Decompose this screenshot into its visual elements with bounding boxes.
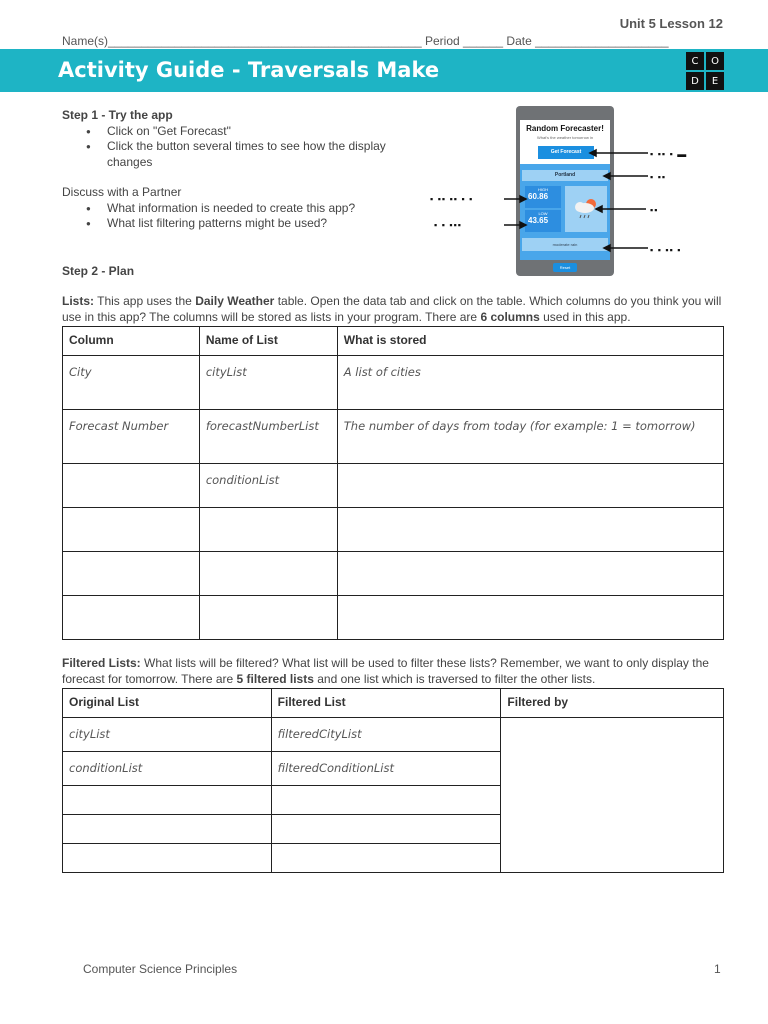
discuss-heading: Discuss with a Partner xyxy=(62,185,182,199)
step1-item: ● Click the button several times to see how the display changes xyxy=(62,139,392,170)
table-row xyxy=(63,464,724,508)
footer-course: Computer Science Principles xyxy=(83,962,238,976)
logo-letter: E xyxy=(706,72,724,90)
filtered-paragraph xyxy=(62,656,724,687)
lists-label: Lists: xyxy=(62,294,95,308)
table-cell[interactable] xyxy=(337,464,723,508)
table-row xyxy=(63,410,724,464)
table-cell[interactable]: filteredConditionList xyxy=(271,752,501,786)
table-cell[interactable]: forecastNumberList xyxy=(199,410,337,464)
name-period-date-line: Name(s)_______________________________________________ Period ______ Date ____________________ xyxy=(62,34,669,48)
lists-text: This app uses the xyxy=(94,294,196,308)
low-label: LOW xyxy=(538,211,548,216)
table-name: Daily Weather xyxy=(195,294,275,308)
low-value: 43.65 xyxy=(528,216,549,225)
lists-text: table. Open the data tab and click on the table. Which columns do you think you will use in this app? The columns will be stored as lists in your program. There are xyxy=(62,294,722,324)
code-logo xyxy=(686,52,724,90)
table-cell[interactable] xyxy=(271,786,501,815)
high-value: 60.86 xyxy=(528,192,549,201)
table-cell[interactable] xyxy=(63,815,272,844)
table-cell[interactable] xyxy=(337,508,723,552)
column-header: Original List xyxy=(63,689,272,718)
step1-list xyxy=(62,124,392,171)
step1-heading: Step 1 - Try the app xyxy=(62,108,173,122)
filtered-by-cell[interactable] xyxy=(501,718,724,873)
table-cell[interactable] xyxy=(337,596,723,640)
column-count: 6 columns xyxy=(480,309,540,324)
filtered-label: Filtered Lists: xyxy=(62,656,141,670)
table-cell[interactable] xyxy=(63,464,200,508)
city-label: Portland xyxy=(522,170,608,181)
footer-page-number: 1 xyxy=(714,962,721,976)
table-cell[interactable]: filteredCityList xyxy=(271,718,501,752)
table-row xyxy=(63,508,724,552)
table-cell[interactable] xyxy=(63,552,200,596)
scribble-mark: ▪ ▪▪ xyxy=(650,172,667,182)
column-header: Filtered List xyxy=(271,689,501,718)
table-row xyxy=(63,596,724,640)
table-cell[interactable]: Forecast Number xyxy=(63,410,200,464)
scribble-mark: ▪ ▪ ▪▪ ▪ xyxy=(650,245,682,255)
table-row xyxy=(63,552,724,596)
column-header: Name of List xyxy=(199,327,337,356)
page-title: Activity Guide - Traversals Make xyxy=(58,58,440,82)
filtered-text: and one list which is traversed to filter the other lists. xyxy=(313,671,596,686)
table-cell[interactable] xyxy=(199,596,337,640)
get-forecast-button: Get Forecast xyxy=(538,146,594,159)
table-row xyxy=(63,356,724,410)
table-cell[interactable] xyxy=(337,552,723,596)
table-cell[interactable]: A list of cities xyxy=(337,356,723,410)
table-cell[interactable] xyxy=(63,596,200,640)
logo-letter: O xyxy=(706,52,724,70)
table-cell[interactable] xyxy=(199,552,337,596)
filtered-text: What lists will be filtered? What list will be used to filter these lists? Remember, we want to only display the forecast for tomorrow. There are xyxy=(62,656,709,686)
step2-heading: Step 2 - Plan xyxy=(62,264,135,278)
table-cell[interactable] xyxy=(271,844,501,873)
discuss-item: ● What list filtering patterns might be used? xyxy=(62,216,392,232)
scribble-mark: ▪ ▪▪ ▪ ▬ xyxy=(650,149,688,159)
logo-letter: C xyxy=(686,52,704,70)
filtered-table xyxy=(62,688,724,873)
lists-paragraph xyxy=(62,294,724,325)
table-cell[interactable] xyxy=(63,844,272,873)
filtered-count: 5 filtered lists xyxy=(236,671,314,686)
table-cell[interactable]: The number of days from today (for example: 1 = tomorrow) xyxy=(337,410,723,464)
table-cell[interactable] xyxy=(271,815,501,844)
scribble-mark: ▪ ▪ ▪▪▪ xyxy=(434,220,462,230)
discuss-item: ● What information is needed to create this app? xyxy=(62,201,392,217)
table-cell[interactable] xyxy=(63,508,200,552)
unit-lesson-label: Unit 5 Lesson 12 xyxy=(619,16,723,31)
column-header: Column xyxy=(63,327,200,356)
app-subtitle: What's the weather tomorrow in xyxy=(536,135,594,140)
lists-text: used in this app. xyxy=(539,309,631,324)
scribble-mark: ▪▪ xyxy=(650,205,659,215)
table-cell[interactable]: City xyxy=(63,356,200,410)
reset-button: Reset xyxy=(553,263,577,272)
high-label: HIGH xyxy=(538,187,548,192)
step1-item: ● Click on "Get Forecast" xyxy=(62,124,392,140)
column-header: What is stored xyxy=(337,327,723,356)
table-cell[interactable]: cityList xyxy=(63,718,272,752)
table-cell[interactable] xyxy=(199,508,337,552)
logo-letter: D xyxy=(686,72,704,90)
scribble-mark: ▪ ▪▪ ▪▪ ▪ ▪ xyxy=(430,194,474,204)
table-cell[interactable]: conditionList xyxy=(199,464,337,508)
columns-table xyxy=(62,326,724,640)
table-cell[interactable]: conditionList xyxy=(63,752,272,786)
table-row xyxy=(63,718,724,752)
step1-section xyxy=(62,108,392,232)
table-cell[interactable]: cityList xyxy=(199,356,337,410)
app-title: Random Forecaster! xyxy=(526,124,604,133)
discuss-list xyxy=(62,201,392,232)
condition-label: moderate rain xyxy=(522,238,608,251)
column-header: Filtered by xyxy=(501,689,724,718)
table-cell[interactable] xyxy=(63,786,272,815)
